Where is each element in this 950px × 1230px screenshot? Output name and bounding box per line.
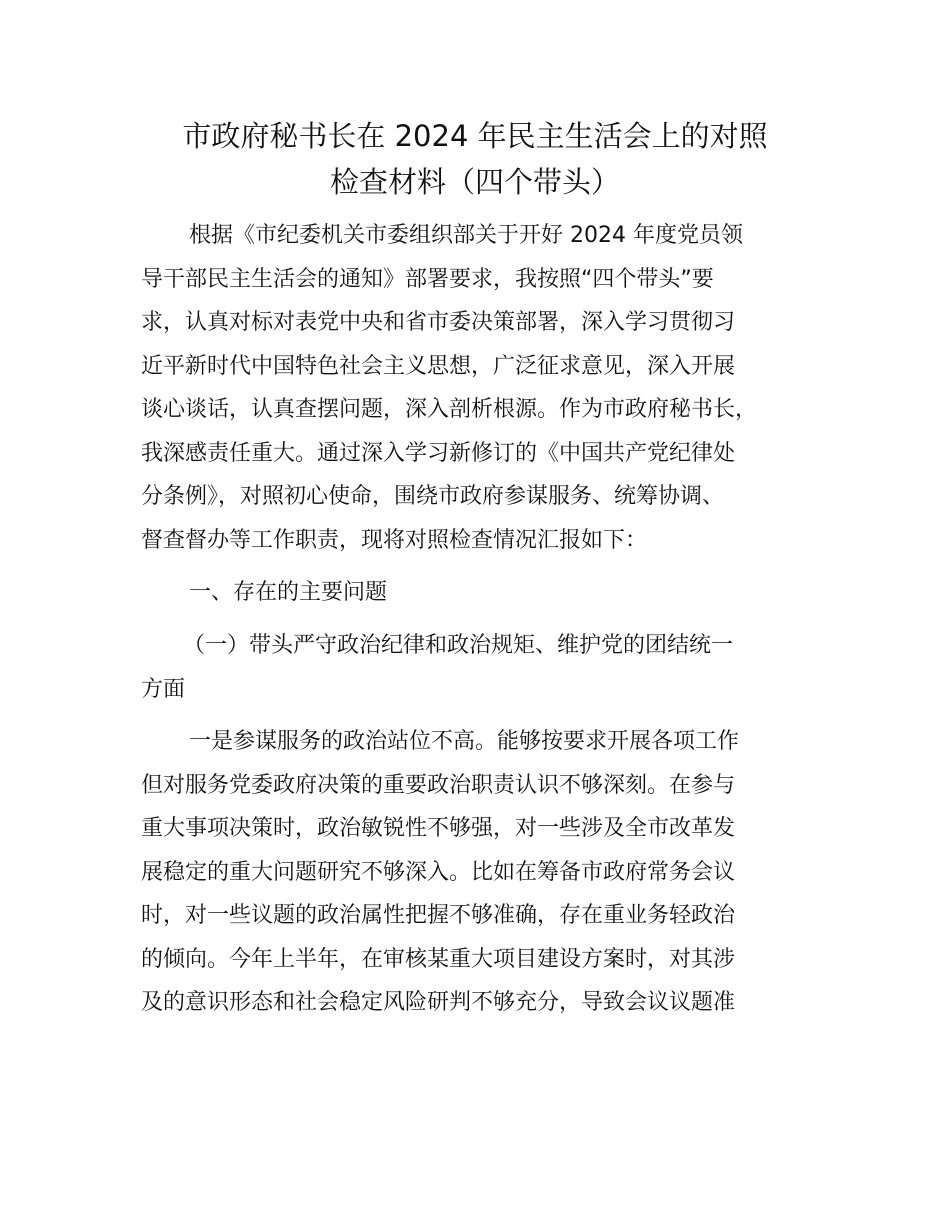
- paragraph-line: 重大事项决策时，政治敏锐性不够强，对一些涉及全市改革发: [141, 816, 736, 841]
- paragraph-line: 方面: [141, 676, 186, 702]
- section-heading: [141, 571, 831, 615]
- title-line: 检查材料（四个带头）: [329, 165, 620, 199]
- point-paragraph: [141, 720, 831, 1025]
- paragraph-line: 展稳定的重大问题研究不够深入。比如在筹备市政府常务会议: [141, 859, 736, 885]
- document-title: [140, 113, 810, 205]
- title-line: 市政府秘书长在 2024 年民主生活会上的对照: [182, 119, 768, 153]
- paragraph-line: 我深感责任重大。通过深入学习新修订的《中国共产党纪律处: [141, 440, 736, 466]
- paragraph-line: 根据《市纪委机关市委组织部关于开好 2024 年度党员领: [189, 223, 743, 248]
- paragraph-line: 求，认真对标对表党中央和省市委决策部署，深入学习贯彻习: [141, 310, 736, 335]
- paragraph-line: 的倾向。今年上半年，在审核某重大项目建设方案时，对其涉: [141, 946, 736, 972]
- paragraph-line: 及的意识形态和社会稳定风险研判不够充分，导致会议议题准: [141, 990, 736, 1015]
- paragraph-line: （一）带头严守政治纪律和政治规矩、维护党的团结统一: [183, 633, 734, 658]
- paragraph-line: 督查督办等工作职责，现将对照检查情况汇报如下：: [141, 527, 648, 553]
- paragraph-line: 导干部民主生活会的通知》部署要求，我按照“四个带头”要: [141, 266, 714, 292]
- paragraph-line: 谈心谈话，认真查摆问题，深入剖析根源。作为市政府秘书长，: [141, 397, 758, 422]
- paragraph-line: 但对服务党委政府决策的重要政治职责认识不够深刻。在参与: [141, 772, 736, 798]
- paragraph-line: 一是参谋服务的政治站位不高。能够按要求开展各项工作: [189, 729, 740, 754]
- subsection-heading: [141, 624, 831, 711]
- paragraph-line: 时，对一些议题的政治属性把握不够准确，存在重业务轻政治: [141, 903, 736, 928]
- paragraph-line: 近平新时代中国特色社会主义思想，广泛征求意见，深入开展: [141, 353, 736, 379]
- section-heading-text: 一、存在的主要问题: [189, 580, 388, 605]
- paragraph-line: 分条例》，对照初心使命，围绕市政府参谋服务、统筹协调、: [141, 484, 725, 509]
- intro-paragraph: [141, 214, 831, 562]
